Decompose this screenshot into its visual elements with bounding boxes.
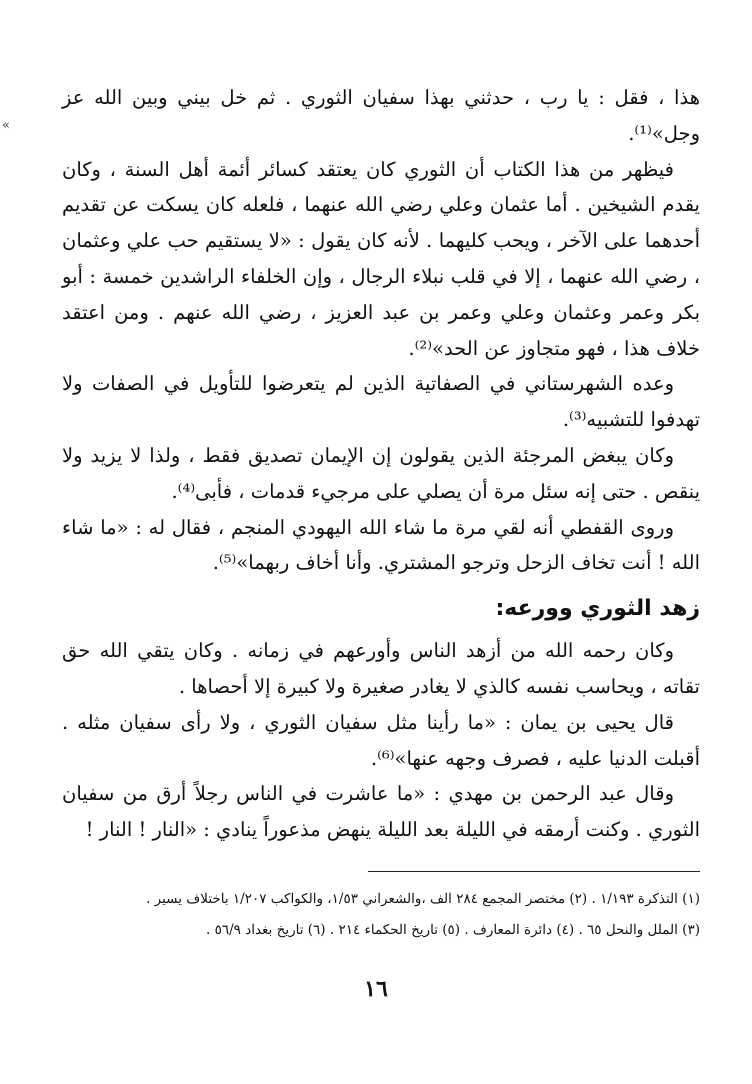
page-number: ١٦ [364,976,388,1002]
margin-mark: « [2,118,10,133]
paragraph-1: هذا ، فقل : يا رب ، حدثني بهذا سفيان الثوري . ثم خل بيني وبين الله عز وجل»⁽¹⁾. [62,86,700,145]
paragraph-4: وكان يبغض المرجئة الذين يقولون إن الإيمان تصديق فقط ، ولذا لا يزيد ولا ينقص . حتى إنه سئل مرة أن يصلي على مرجيء قدمات ، فأبى⁽⁴⁾. [62,443,700,503]
section-heading: زهد الثوري وورعه: [495,596,700,622]
footnote-line-1: (١) التذكرة ١/١٩٣ . (٢) مختصر المجمع ٢٨٤ الف ،والشعراني ١/٥٣، والكواكب ١/٢٠٧ باختلاف يسير . [146,891,700,907]
paragraph-5: وروى القفطي أنه لقي مرة ما شاء الله اليهودي المنجم ، فقال له : «ما شاء الله ! أنت تخاف الزحل وترجو المشتري. وأنا أخاف ربهما»⁽⁵⁾. [62,515,700,575]
paragraph-3: وعده الشهرستاني في الصفاتية الذين لم يتعرضوا للتأويل في الصفات ولا تهدفوا للتشبيه⁽³⁾. [62,372,700,432]
footnote-line-2: (٣) الملل والنحل ٦٥ . (٤) دائرة المعارف . (٥) تاريخ الحكماء ٢١٤ . (٦) تاريخ بغداد ٥٦/٩ . [206,922,700,938]
paragraph-7: قال يحيى بن يمان : «ما رأينا مثل سفيان الثوري ، ولا رأى سفيان مثله . أقبلت الدنيا عليه ، فصرف وجهه عنها»⁽⁶⁾. [62,710,700,770]
paragraph-6: وكان رحمه الله من أزهد الناس وأورعهم في زمانه . وكان يتقي الله حق تقاته ، ويحاسب نفسه كالذي لا يغادر صغيرة ولا كبيرة إلا أحصاها . [62,639,700,698]
footnotes [62,884,700,946]
paragraph-2: فيظهر من هذا الكتاب أن الثوري كان يعتقد كسائر أئمة أهل السنة ، وكان يقدم الشيخين . أما عثمان وعلي رضي الله عنهما ، فلعله كان يسكت عن تقديم أحدهما على الآخر ، ويحب كليهما . لأنه كان يقول : «لا يستقيم حب علي وعثمان ، رضي الله عنهما ، إلا في قلب نبلاء الرجال ، وإن الخلفاء الراشدين خمسة : أبو بكر وعمر وعثمان وعلي وعمر بن عبد العزيز ، رضي الله عنهم . ومن اعتقد خلاف هذا ، فهو متجاوز عن الحد»⁽²⁾. [62,157,700,360]
paragraph-8: وقال عبد الرحمن بن مهدي : «ما عاشرت في الناس رجلاً أرق من سفيان الثوري . وكنت أرمقه في الليلة بعد الليلة ينهض مذعوراً ينادي : «النار ! النار ! [62,782,700,842]
footnote-divider [368,871,700,872]
main-text [62,80,700,848]
